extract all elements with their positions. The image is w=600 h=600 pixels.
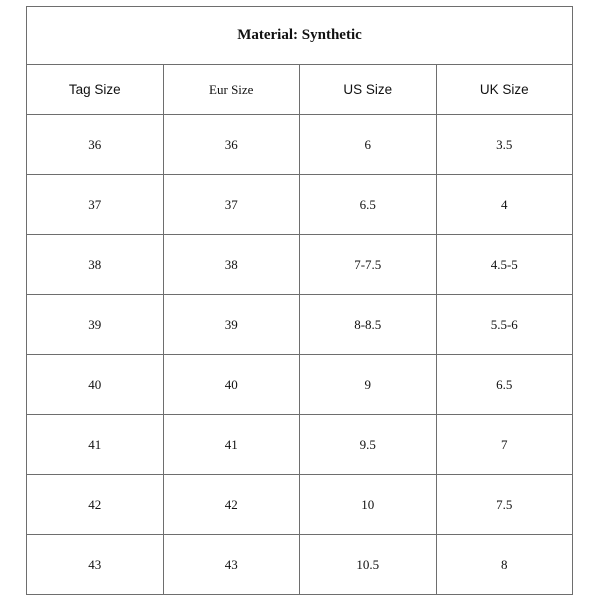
header-row <box>27 65 573 115</box>
header-eur-size: Eur Size <box>163 65 300 115</box>
cell-uk-size: 8 <box>436 535 573 595</box>
table-row <box>27 355 573 415</box>
table-row <box>27 535 573 595</box>
cell-us-size: 9.5 <box>300 415 437 475</box>
cell-eur-size: 41 <box>163 415 300 475</box>
header-us-size: US Size <box>300 65 437 115</box>
cell-uk-size: 7.5 <box>436 475 573 535</box>
cell-uk-size: 3.5 <box>436 115 573 175</box>
table-row <box>27 475 573 535</box>
cell-us-size: 10.5 <box>300 535 437 595</box>
cell-us-size: 8-8.5 <box>300 295 437 355</box>
cell-eur-size: 43 <box>163 535 300 595</box>
cell-us-size: 6 <box>300 115 437 175</box>
cell-tag-size: 39 <box>27 295 164 355</box>
cell-tag-size: 42 <box>27 475 164 535</box>
cell-uk-size: 4.5-5 <box>436 235 573 295</box>
cell-eur-size: 40 <box>163 355 300 415</box>
table-row <box>27 295 573 355</box>
cell-uk-size: 7 <box>436 415 573 475</box>
header-uk-size: UK Size <box>436 65 573 115</box>
cell-us-size: 7-7.5 <box>300 235 437 295</box>
cell-tag-size: 43 <box>27 535 164 595</box>
cell-eur-size: 36 <box>163 115 300 175</box>
table-title: Material: Synthetic <box>27 7 573 65</box>
cell-us-size: 9 <box>300 355 437 415</box>
cell-us-size: 6.5 <box>300 175 437 235</box>
cell-us-size: 10 <box>300 475 437 535</box>
cell-eur-size: 38 <box>163 235 300 295</box>
title-row <box>27 7 573 65</box>
cell-eur-size: 42 <box>163 475 300 535</box>
cell-uk-size: 6.5 <box>436 355 573 415</box>
cell-tag-size: 38 <box>27 235 164 295</box>
table-row <box>27 175 573 235</box>
cell-tag-size: 40 <box>27 355 164 415</box>
size-chart-table <box>26 6 573 595</box>
cell-tag-size: 36 <box>27 115 164 175</box>
table-row <box>27 115 573 175</box>
cell-uk-size: 4 <box>436 175 573 235</box>
table-row <box>27 235 573 295</box>
cell-eur-size: 39 <box>163 295 300 355</box>
cell-eur-size: 37 <box>163 175 300 235</box>
cell-tag-size: 41 <box>27 415 164 475</box>
header-tag-size: Tag Size <box>27 65 164 115</box>
table-row <box>27 415 573 475</box>
cell-tag-size: 37 <box>27 175 164 235</box>
cell-uk-size: 5.5-6 <box>436 295 573 355</box>
